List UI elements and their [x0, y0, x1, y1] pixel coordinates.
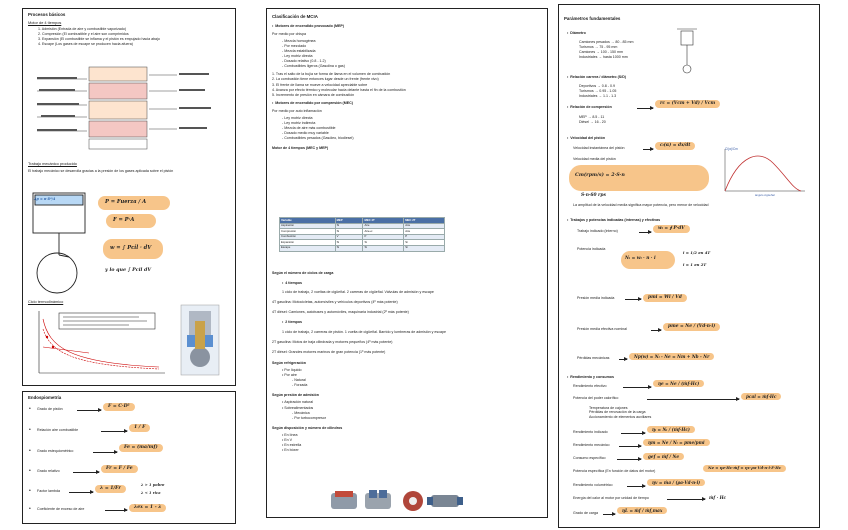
table-header: Variable — [280, 218, 336, 224]
item-label: Grado relativo — [37, 469, 60, 473]
layout-list — [272, 433, 544, 453]
table-cell: Si — [363, 245, 404, 251]
formula: rc = (Vcm + Vd) / Vcm — [655, 100, 720, 108]
cycle-4t-label: 4 tiempos — [285, 281, 303, 286]
load-label: Grado de carga — [573, 511, 598, 515]
mec-prop: - Ley motriz directa — [282, 116, 313, 121]
layout-item-label: En línea — [284, 432, 298, 437]
formula: 1 / F — [129, 424, 150, 432]
formula: Fe = (ma/mf) — [119, 444, 163, 452]
compression-title-label: Relación de compresión — [570, 105, 612, 109]
table-cell: Aire — [404, 223, 445, 229]
formula: ṗcal = ṁf·Hc — [741, 393, 781, 400]
table-cell: Si — [404, 240, 445, 246]
ratio-line: Turismos → 0.95 - 1.05 — [579, 89, 617, 94]
chart-label: Ci(α)/Cm — [725, 147, 738, 151]
arrow — [93, 452, 117, 453]
table-cell: Aire — [404, 229, 445, 235]
section-title: Endospiometría — [28, 395, 62, 400]
diameter-line: Camiones → 100 - 150 mm — [579, 50, 623, 55]
item-label: Coeficiente de exceso de aire — [37, 507, 85, 511]
section-title: Clasificación de MCIA — [272, 14, 318, 19]
diameter-line: Turismos → 75 - 95 mm — [579, 45, 618, 50]
layout-item: • En V — [282, 437, 293, 442]
pressure-title: Según presión de admisión — [272, 393, 319, 398]
arrow — [623, 387, 651, 388]
formula: λex = 1 - λ — [129, 504, 166, 512]
arrow — [651, 330, 661, 331]
mec-prop: - Ley motriz indirecta — [282, 121, 316, 126]
pmi-label: Presión media indicada — [577, 296, 615, 300]
pc-label: Potencia del poder calorífico — [573, 396, 619, 400]
work-power-title: • Trabajos y potencias indicadas (internas) y efectivas — [567, 218, 661, 222]
cooling-title: Según refrigeración — [272, 360, 306, 365]
formula: wᵢ = ∮ P·dV — [653, 225, 690, 233]
table-cell: Si — [335, 240, 363, 246]
step-item: 1. Admisión (Entrada de aire y combustible vaporizado) — [38, 26, 127, 31]
arrow — [73, 472, 99, 473]
mep-step: 3. El frente de llama se mueve a velocidad apreciable sobre — [272, 82, 368, 87]
mep-step: 5. Incremento de presión en cámara de combustión — [272, 92, 355, 97]
engine-energy-label: Energía del calor al motor por unidad de tiempo — [573, 496, 649, 500]
table-title: Motor de 4 tiempos (MEC y MEP) — [272, 145, 329, 150]
arrow — [617, 459, 641, 460]
work-power-title-label: Trabajos y potencias indicadas (internas) y efectivas — [570, 218, 661, 222]
formula: ṁf · Hc — [709, 495, 727, 500]
table-cell: Aire+c — [363, 229, 404, 235]
ratio-title: • Relación carrera / diámetro (S/D) — [567, 75, 626, 79]
layout-item: • En bóxer — [282, 448, 299, 453]
cycle-2t-mec: 2T diésel: Grandes motores marinos de gran potencia (1º más potente) — [272, 349, 386, 354]
table-cell: Aire — [363, 223, 404, 229]
item-label: Factor lambda — [37, 489, 60, 493]
eta-i-label: Rendimiento indicado — [573, 430, 608, 434]
cooling-item: - Forzada — [292, 383, 308, 388]
table-cell: Si — [335, 229, 363, 235]
layout-item-label: En bóxer — [284, 448, 299, 453]
item-label: Relación aire combustible — [37, 428, 79, 432]
formula: λ = 1/Fr — [95, 485, 126, 493]
cycle-4t-mec: 4T diésel: Camiones, autobuses y automóviles, maquinaria industrial (2º más potente) — [272, 310, 409, 315]
table-header: MEC 2T — [404, 218, 445, 224]
cycle-2t-mep: 2T gasolina: Motos de baja cilindrada y motores pequeños (4º más potente) — [272, 339, 393, 344]
efficiency-title-label: Rendimiento y consumos — [570, 375, 614, 379]
cycle-4t: • 4 tiempos — [282, 281, 303, 286]
compression-title: • Relación de compresión — [567, 105, 612, 109]
vol-label: Rendimiento volumétrico — [573, 483, 613, 487]
arrow — [643, 149, 653, 150]
eff-label: Rendimiento efectivo — [573, 384, 607, 388]
table-cell: Escape — [280, 245, 336, 251]
arrow — [69, 492, 93, 493]
arrow — [637, 108, 653, 109]
panel-parameters — [558, 4, 820, 528]
subsection-mec-label: Motores de encendido por compresión (MEC) — [275, 100, 353, 105]
mep-steps — [272, 72, 542, 97]
power-inner-label: Potencia indicada — [577, 247, 606, 251]
formula: pmi = Wi / Vd — [643, 294, 687, 302]
diameter-title-label: Diámetro — [570, 31, 586, 35]
lambda-note: λ > 1 pobre — [141, 483, 165, 487]
speed-mean-label: Velocidad media del pistón — [573, 157, 616, 161]
table-cell: P — [363, 234, 404, 240]
formula: ηe = Ne / (ṁf·Hc) — [653, 380, 704, 387]
mep-prop: - Mezcla estabilizada — [282, 49, 316, 53]
bullet: • — [29, 468, 31, 474]
arrow — [619, 446, 641, 447]
arrow — [639, 232, 651, 233]
cooling-item: - Natural — [292, 378, 306, 383]
pressure-item: • Sobrealimentados — [282, 405, 314, 410]
step-item: 3. Expansión (El combustible se inflama y el pistón es empujado hacia abajo — [38, 36, 160, 41]
compression-line: Diésel → 16 - 20 — [579, 120, 606, 125]
consume-label: Consumo específico — [573, 456, 606, 460]
mec-props — [272, 116, 542, 141]
compression-list — [579, 115, 606, 125]
table-cell: V — [335, 234, 363, 240]
ratio-line: Deportivos → 0.8 - 0.9 — [579, 84, 615, 88]
pressure-list — [272, 400, 544, 420]
power-case: i = 1 en 2T — [683, 262, 707, 267]
pressure-item-label: Aspiración natural — [284, 400, 314, 405]
formula: Fr = F / Fe — [101, 465, 138, 473]
formula-work-diff: w = ∫ Pcil · dV — [110, 245, 152, 251]
panel-classification — [266, 8, 548, 518]
table-cell: Si — [335, 223, 363, 229]
cycle-2t-label: 2 tiempos — [285, 320, 303, 325]
engine-photo — [175, 301, 225, 379]
formula: ηm = Ne / Nᵢ = pme/pmi — [643, 439, 710, 446]
mep-prop: - Ley motriz directa — [282, 54, 313, 59]
table-cell: Si — [363, 240, 404, 246]
speed-title: • Velocidad del pistón — [567, 136, 606, 140]
piston-area-label: Ap = π·D²/4 — [34, 197, 56, 201]
mec-prop: - Combustibles pesados (Gasóleo, biodiesel) — [282, 136, 354, 141]
formula: cᵢ(α) = dx/dt — [655, 142, 695, 150]
arrow — [647, 399, 739, 400]
ratio-title-label: Relación carrera / diámetro (S/D) — [570, 75, 626, 79]
pressure-item-label: Sobrealimentados — [284, 405, 314, 410]
arrow — [105, 510, 127, 511]
cycle-4t-text: 1 ciclo de trabajo, 2 vueltas de cigüeñal. 2 carreras de cigüeñal. Válvulas de admisión y escape — [282, 290, 434, 295]
formula: Nᵢ = wᵢ · n · i — [625, 256, 656, 261]
chart-xlabel: ángulo cigüeñal — [755, 193, 775, 197]
pc-item: Pérdidas de renovación de la carga — [589, 410, 646, 415]
piston-sketch — [29, 185, 95, 297]
subsection-mep: • Motores de encendido provocado (MEP) — [272, 23, 344, 28]
speed-inst-label: Velocidad instantánea del pistón — [573, 146, 625, 150]
mep-step: 1. Tras el salto de la bujía se forma de llama en el volumen de combustión — [272, 72, 391, 77]
diameter-line: Camiones pesados → 80 - 85 mm — [579, 40, 634, 44]
item-label: Grado de pistón — [37, 407, 63, 411]
mep-props — [272, 39, 542, 70]
step-item: 2. Compresión (El combustible y el aire son comprimidos — [38, 31, 129, 36]
mep-prop: - Combustibles ligeros (Gasolina o gas) — [282, 64, 345, 69]
piston-dims-sketch — [675, 25, 701, 81]
arrow — [621, 433, 645, 434]
pc-item: Temperatura de cajones — [589, 406, 628, 410]
step-item: 4. Escape (Los gases de escape se producen hacia afuera) — [38, 41, 133, 46]
ratio-line: Industriales → 1.1 - 1.3 — [579, 94, 617, 99]
formula: gef = ṁf / Ne — [643, 453, 684, 460]
cycles-title: Según el número de ciclos de carga — [272, 271, 334, 275]
layout-item-label: En V — [284, 437, 293, 442]
formula: ηL = ṁf / ṁf,max — [617, 507, 667, 514]
mep-prop: - Mezcla homogénea — [282, 38, 316, 43]
mec-prop: - Mezcla de aire más combustible — [282, 126, 336, 131]
table-cell: Expansión — [280, 240, 336, 246]
item-label: Grado estequiométrico — [37, 449, 74, 453]
engine-diagram — [27, 59, 227, 159]
table-cell: Aspiración — [280, 223, 336, 229]
speed-title-label: Velocidad del pistón — [570, 136, 606, 140]
mep-step: 4. Avanza por efecto térmico y molecular hacia delante hasta el fin de la combustión — [272, 87, 406, 92]
arrow — [603, 514, 615, 515]
compression-line: MEP → 8.5 - 11 — [579, 115, 605, 119]
table-cell: Compresión — [280, 229, 336, 235]
section-title: Procesos básicos — [28, 12, 66, 17]
work-inner-label: Trabajo indicado (interno) — [577, 229, 618, 233]
steps-list — [28, 27, 230, 47]
arrow — [625, 299, 641, 300]
panel-stoichiometry — [22, 391, 236, 524]
ratio-list — [579, 84, 616, 99]
work-subtitle: Trabajo mecánico producido — [28, 161, 77, 166]
formula: Ne = ηe·Hc·ṁf = ηv·ρa·Vd·n·i·F·Hc — [703, 465, 786, 472]
arrow — [667, 499, 705, 500]
arrow — [77, 410, 101, 411]
formula-work-bottom: y lo que ∫ Pcil dV — [105, 267, 152, 273]
formula-force: F = P·A — [113, 217, 135, 223]
table-header: MEP — [335, 218, 363, 224]
section-title: Parámetros fundamentales — [564, 16, 621, 21]
formula: ηᵢ = Nᵢ / (ṁf·Hc) — [647, 426, 695, 433]
bullet: • — [29, 488, 31, 494]
layout-item: • En estrella — [282, 443, 302, 448]
cooling-list — [272, 368, 544, 388]
speed-note: La amplitud de la velocidad media significa mayor potencia, pero menor de velocidad — [573, 203, 709, 207]
bullet: • — [29, 506, 31, 512]
bullet: • — [29, 427, 31, 433]
layout-item: • En línea — [282, 432, 298, 437]
stroke-table — [279, 217, 445, 252]
bullet: • — [29, 406, 31, 412]
pressure-item: - Mecánica — [292, 410, 310, 415]
arrow — [101, 431, 127, 432]
cycles-section — [272, 271, 544, 453]
cylinder-layout-images — [327, 487, 463, 515]
efficiency-title: • Rendimiento y consumos — [567, 375, 614, 379]
mep-prop: - Por mezclado — [282, 43, 307, 48]
cooling-item: • Por aire — [282, 373, 297, 378]
cycle-2t-text: 1 ciclo de trabajo, 2 carreras de pistón. 1 vuelta de cigüeñal. Barrido y lumbreras de admisión y escape — [282, 329, 447, 334]
mep-step: 2. La combustión tiene entonces lugar desde un frente (frente vivo) — [272, 77, 379, 82]
mech-losses-label: Pérdidas mecánicas — [577, 356, 610, 360]
mec-props-title: Por medio por auto inflamación — [272, 108, 322, 113]
table-row — [280, 245, 445, 251]
pc-items — [589, 406, 651, 419]
formula: ηv = ṁa / (ρa·Vd·n·i) — [647, 479, 705, 486]
table-cell: Si — [404, 245, 445, 251]
diameter-list — [579, 40, 634, 60]
arrow — [619, 359, 627, 360]
layout-item-label: En estrella — [284, 443, 302, 448]
table-cell: Si — [335, 245, 363, 251]
cooling-item-label: Por aire — [284, 373, 297, 378]
bullet: • — [29, 448, 31, 454]
arrow — [627, 486, 645, 487]
work-description: El trabajo mecánico se desarrolla gracias a la presión de los gases aplicada sobre el pistón — [28, 169, 174, 173]
diameter-title: • Diámetro — [567, 31, 586, 35]
subsection-mec: • Motores de encendido por compresión (MEC) — [272, 100, 353, 105]
pressure-item: • Aspiración natural — [282, 400, 314, 405]
lambda-note: λ < 1 rica — [141, 491, 161, 495]
diameter-line: Industriales → hasta 1000 mm — [579, 55, 628, 60]
formula: pme = Ne / (Vd·n·i) — [663, 323, 720, 331]
cycle-subtitle: Ciclo termodinámico — [28, 299, 64, 304]
pressure-item: - Por turbocompresor — [292, 415, 326, 420]
cooling-item-label: Por líquido — [284, 367, 302, 372]
table-cell: P — [404, 234, 445, 240]
mep-prop: - Dosado relativo (0.8 - 1.2) — [282, 59, 326, 64]
pv-cycle-chart — [29, 307, 169, 381]
cooling-item: • Por líquido — [282, 367, 302, 372]
pme-label: Presión media efectiva nominal — [577, 327, 627, 331]
formula-extra: S·n·60 rps — [581, 193, 606, 198]
subsection-mep-label: Motores de encendido provocado (MEP) — [275, 23, 344, 28]
power-case: i = 1/2 en 4T — [683, 250, 711, 255]
cycle-2t: • 2 tiempos — [282, 320, 303, 325]
formula: F = C·D² — [103, 403, 135, 411]
motor-subtitle: Motor de 4 tiempos — [28, 19, 62, 25]
mec-prop: - Dosado medio muy variable — [282, 131, 329, 136]
eta-m-label: Rendimiento mecánico — [573, 443, 610, 447]
table-header: MEC 4T — [363, 218, 404, 224]
pc-item: Accionamiento de elementos auxiliares — [589, 414, 652, 419]
table-cell: Combustión — [280, 234, 336, 240]
mep-props-title: Por medio por chispa — [272, 31, 306, 36]
formula-pressure: P = Fuerza / A — [105, 199, 147, 205]
panel-basic-processes — [22, 8, 236, 386]
formula: Cm(rpm/s) = 2·S·n — [575, 172, 625, 178]
cycle-4t-mep: 4T gasolina: Motocicletas, automóviles y vehículos deportivos (4º más potente) — [272, 300, 398, 305]
formula: Np(w) = Nᵢ - Ne = Nm + Nb - Nr — [629, 353, 714, 360]
layout-title: Según disposición y número de cilindros — [272, 425, 343, 430]
pot-label: Potencia específica (En función de datos del motor) — [573, 469, 656, 473]
